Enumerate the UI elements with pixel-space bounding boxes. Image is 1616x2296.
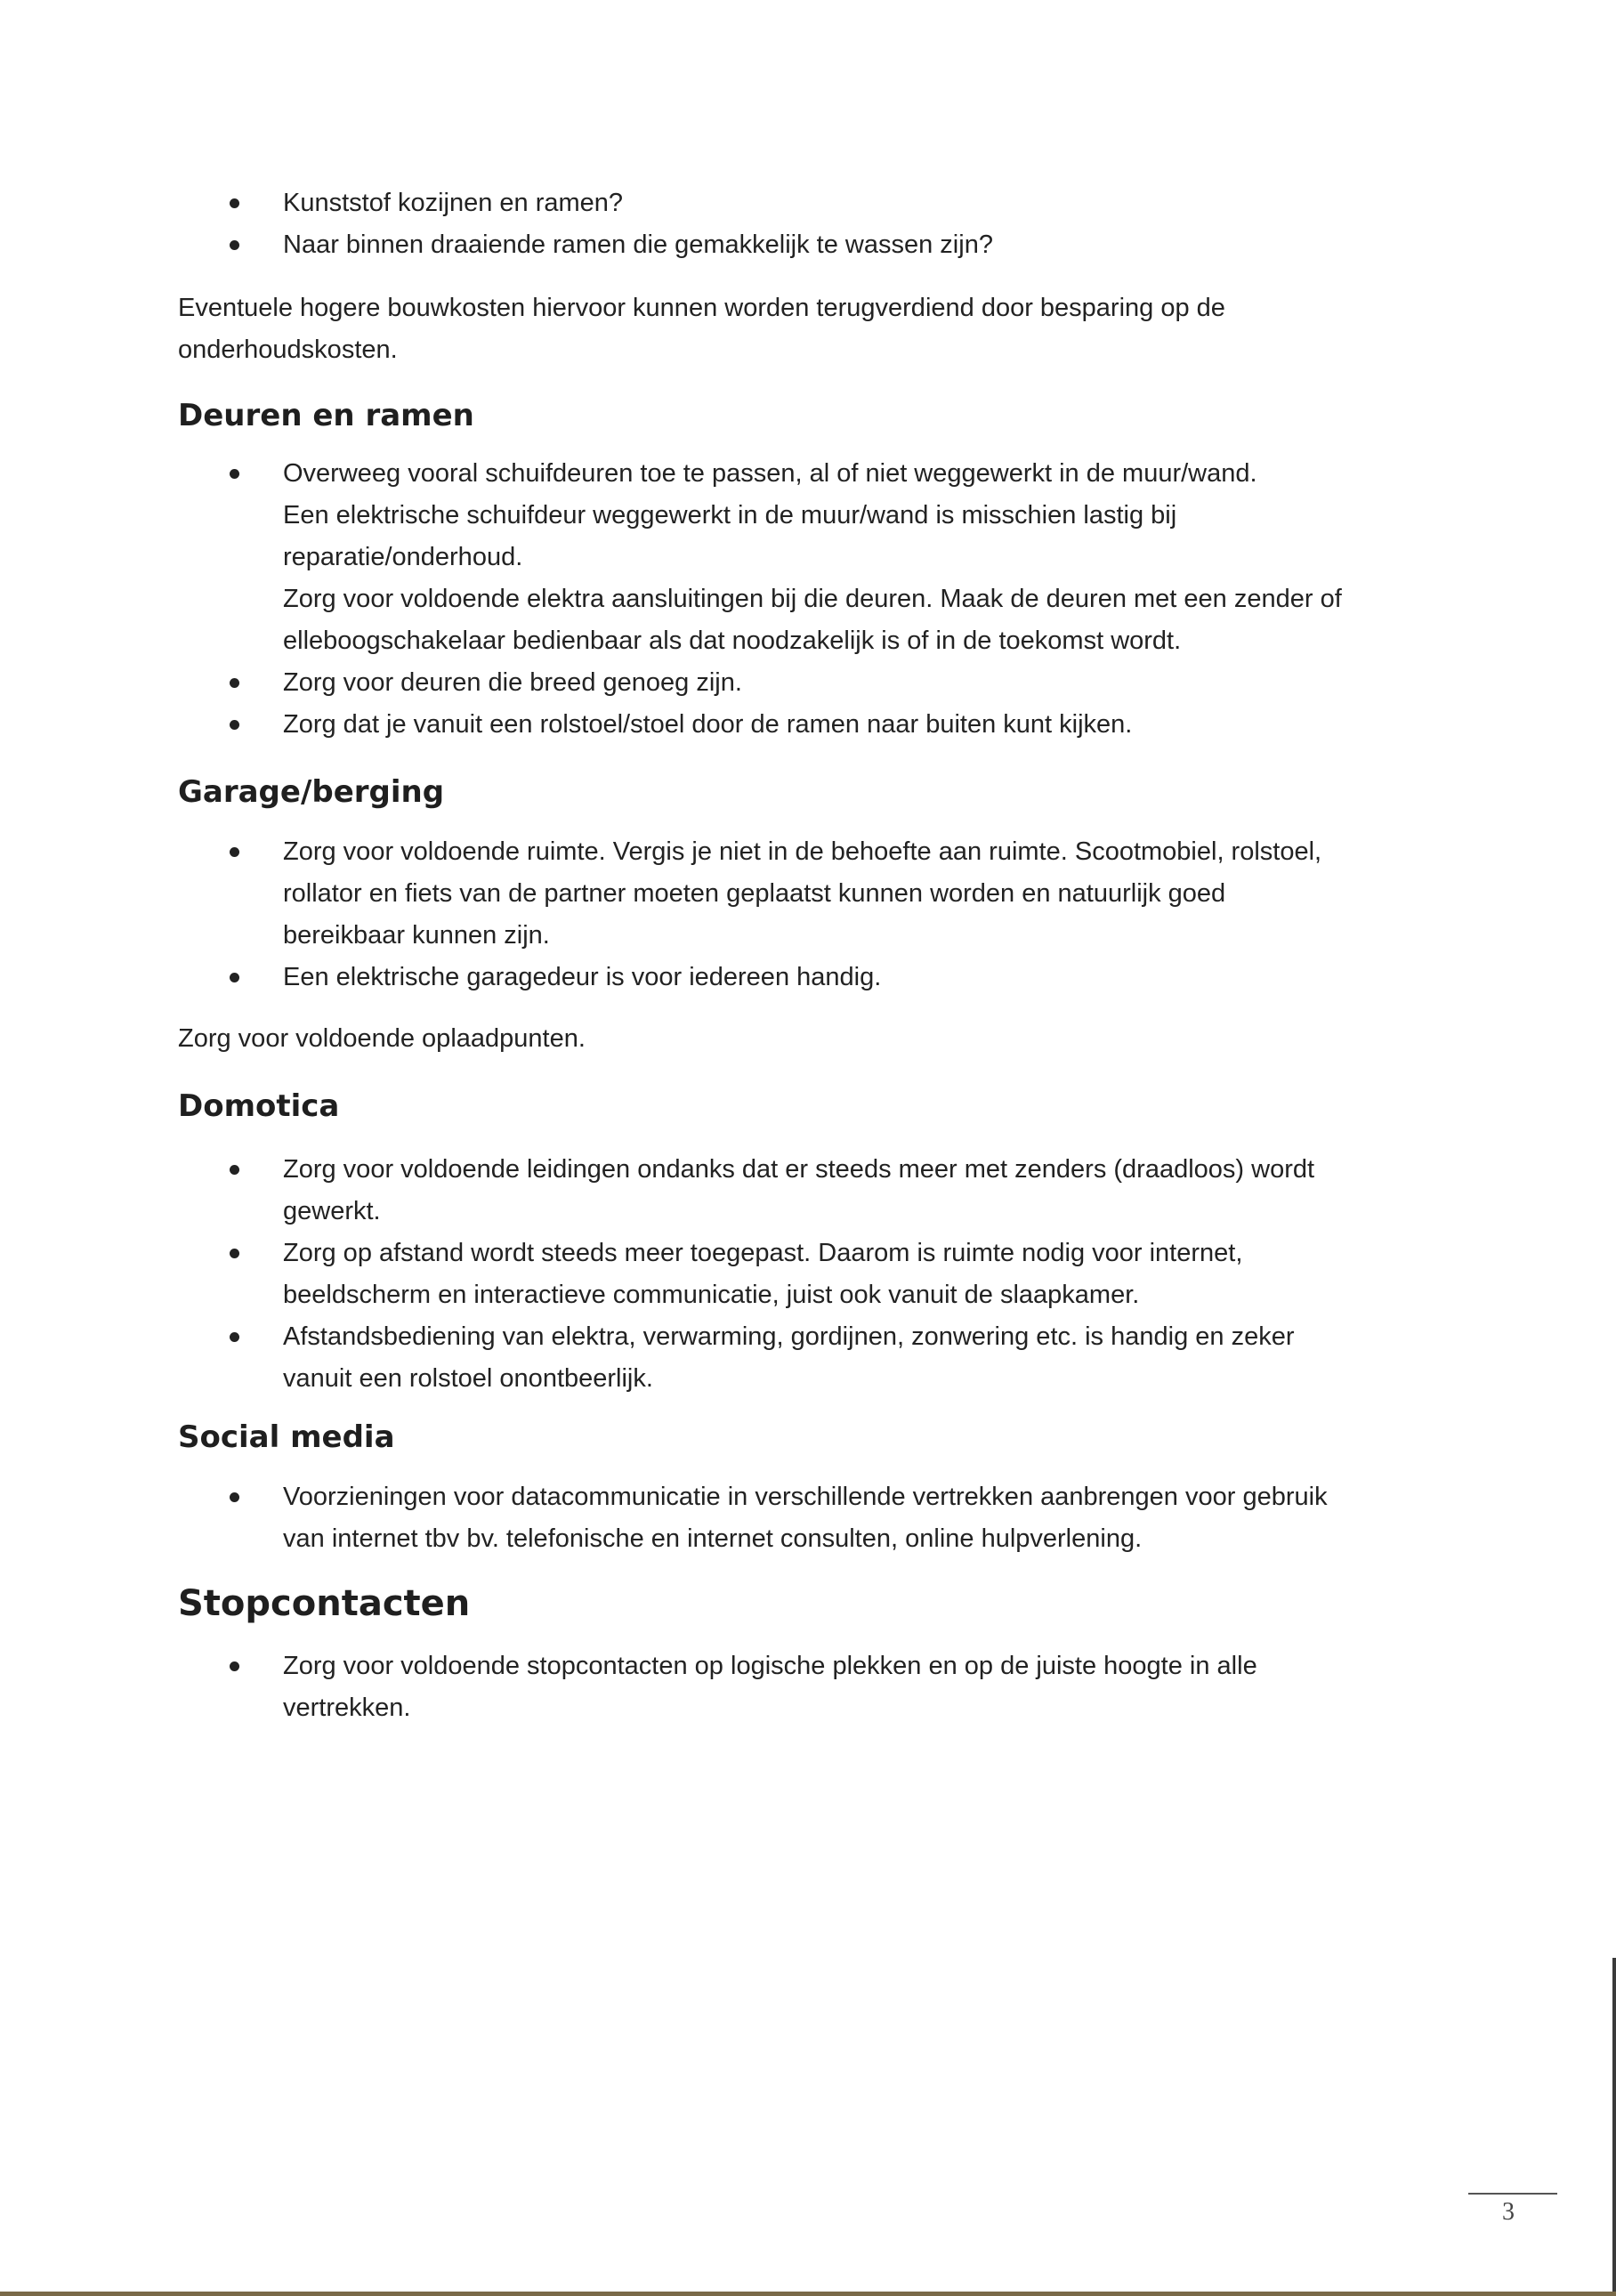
bullet-dot-icon: [230, 1165, 239, 1175]
bullet-item: [178, 831, 1442, 957]
bullet-text-line: bereikbaar kunnen zijn.: [283, 921, 550, 950]
social-bullet-list: [178, 1476, 1442, 1560]
bullet-dot-icon: [230, 973, 239, 982]
bullet-dot-icon: [230, 847, 239, 857]
bullet-text-line: Zorg voor voldoende leidingen ondanks dat er steeds meer met zenders (draadloos) wordt: [283, 1155, 1315, 1184]
bullet-text-line: Naar binnen draaiende ramen die gemakkelijk te wassen zijn?: [283, 230, 993, 259]
domotica-bullet-list: [178, 1149, 1442, 1400]
bullet-text-line: Zorg dat je vanuit een rolstoel/stoel door de ramen naar buiten kunt kijken.: [283, 710, 1133, 739]
bullet-item: [178, 224, 1442, 266]
bullet-text-line: Zorg op afstand wordt steeds meer toegepast. Daarom is ruimte nodig voor internet,: [283, 1239, 1243, 1267]
bullet-dot-icon: [230, 720, 239, 730]
page-content: [178, 182, 1442, 1729]
intro-bullet-list: [178, 182, 1442, 266]
bullet-item: [178, 662, 1442, 704]
bullet-text-line: rollator en fiets van de partner moeten geplaatst kunnen worden en natuurlijk goed: [283, 879, 1226, 908]
heading-social-media: Social media: [178, 1419, 395, 1455]
bullet-text-line: Een elektrische schuifdeur weggewerkt in de muur/wand is misschien lastig bij: [283, 501, 1177, 530]
bullet-dot-icon: [230, 240, 239, 250]
stopcontacten-bullet-list: [178, 1645, 1442, 1729]
bullet-item: [178, 1316, 1442, 1400]
bullet-item: [178, 1233, 1442, 1316]
bullet-dot-icon: [230, 1661, 239, 1671]
bullet-text-line: Zorg voor voldoende stopcontacten op logische plekken en op de juiste hoogte in alle: [283, 1652, 1257, 1680]
heading-stopcontacten: Stopcontacten: [178, 1583, 471, 1624]
bullet-text-line: Zorg voor voldoende ruimte. Vergis je niet in de behoefte aan ruimte. Scootmobiel, rolstoel,: [283, 837, 1322, 866]
bullet-item: [178, 182, 1442, 224]
bullet-text-line: elleboogschakelaar bedienbaar als dat noodzakelijk is of in de toekomst wordt.: [283, 627, 1182, 655]
bullet-text-line: Kunststof kozijnen en ramen?: [283, 189, 624, 217]
bullet-dot-icon: [230, 198, 239, 208]
bullet-dot-icon: [230, 678, 239, 688]
bullet-item: [178, 1645, 1442, 1729]
footer-rule: [1468, 2193, 1557, 2195]
bullet-dot-icon: [230, 469, 239, 479]
bullet-text-line: beeldscherm en interactieve communicatie, juist ook vanuit de slaapkamer.: [283, 1281, 1140, 1309]
bullet-item: [178, 704, 1442, 746]
bullet-text-line: Zorg voor voldoende elektra aansluitingen bij die deuren. Maak de deuren met een zender of: [283, 585, 1342, 613]
heading-garage-berging: Garage/berging: [178, 774, 445, 810]
bullet-text-line: Een elektrische garagedeur is voor iedereen handig.: [283, 963, 882, 991]
scan-edge-right: [1612, 1958, 1616, 2296]
bullet-item: [178, 453, 1442, 662]
bullet-text-line: gewerkt.: [283, 1197, 381, 1225]
bullet-text-line: vertrekken.: [283, 1694, 411, 1722]
bullet-text-line: Zorg voor deuren die breed genoeg zijn.: [283, 668, 742, 697]
intro-paragraph-line: Eventuele hogere bouwkosten hiervoor kunnen worden terugverdiend door besparing op de: [178, 294, 1225, 322]
bullet-dot-icon: [230, 1332, 239, 1342]
scan-edge-bottom: [0, 2292, 1616, 2296]
bullet-dot-icon: [230, 1249, 239, 1258]
garage-bullet-list: [178, 831, 1442, 998]
intro-paragraph: [178, 287, 1442, 371]
bullet-text-line: van internet tbv bv. telefonische en internet consulten, online hulpverlening.: [283, 1524, 1143, 1553]
bullet-dot-icon: [230, 1492, 239, 1502]
bullet-text-line: vanuit een rolstoel onontbeerlijk.: [283, 1364, 653, 1393]
bullet-item: [178, 1476, 1442, 1560]
page-number: 3: [1502, 2198, 1515, 2226]
bullet-item: [178, 957, 1442, 998]
heading-deuren-en-ramen: Deuren en ramen: [178, 398, 474, 433]
bullet-text-line: Afstandsbediening van elektra, verwarming, gordijnen, zonwering etc. is handig en zeker: [283, 1322, 1295, 1351]
garage-paragraph: Zorg voor voldoende oplaadpunten.: [178, 1024, 586, 1053]
intro-paragraph-line: onderhoudskosten.: [178, 336, 398, 364]
bullet-text-line: reparatie/onderhoud.: [283, 543, 523, 571]
deuren-bullet-list: [178, 453, 1442, 746]
bullet-text-line: Voorzieningen voor datacommunicatie in verschillende vertrekken aanbrengen voor gebruik: [283, 1483, 1328, 1511]
bullet-text-line: Overweeg vooral schuifdeuren toe te passen, al of niet weggewerkt in de muur/wand.: [283, 459, 1257, 488]
bullet-item: [178, 1149, 1442, 1233]
heading-domotica: Domotica: [178, 1088, 340, 1124]
